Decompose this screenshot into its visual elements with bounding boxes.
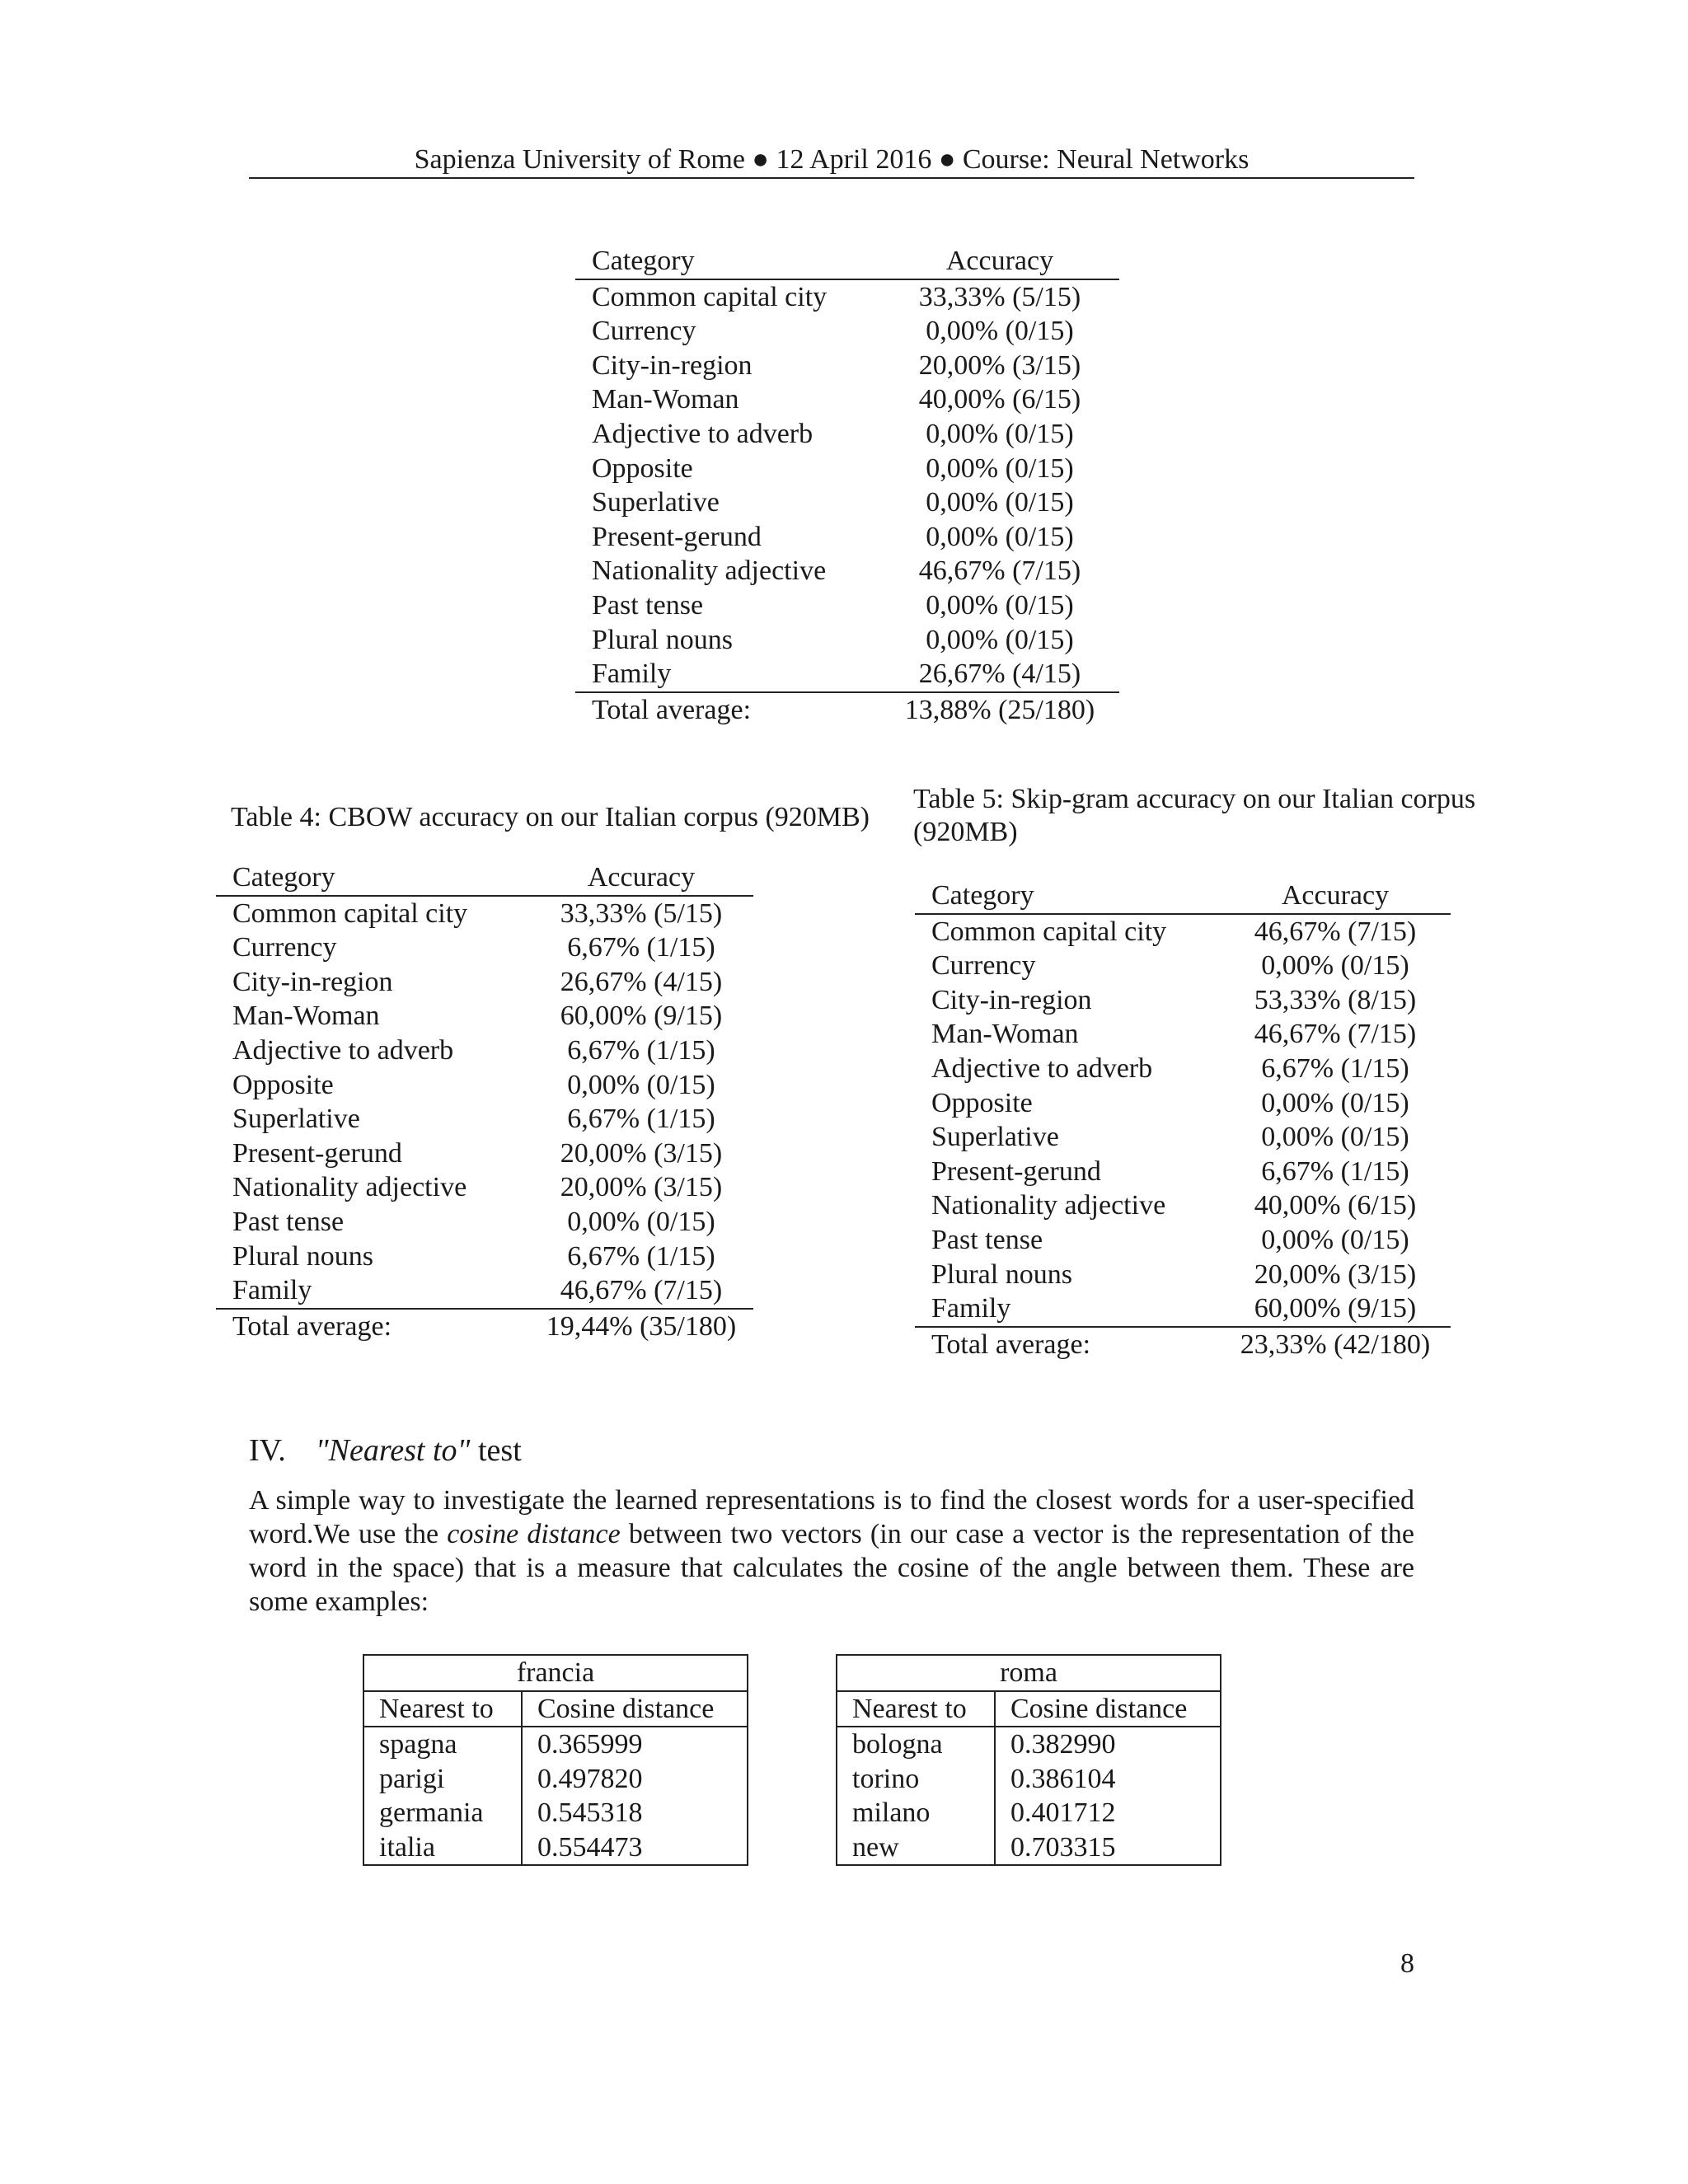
accuracy-cell: 40,00% (6/15): [1254, 1190, 1417, 1221]
table-row: [216, 999, 753, 1033]
accuracy-cell: 46,67% (7/15): [1254, 1019, 1417, 1050]
table-row: [915, 1155, 1451, 1189]
table-row: [575, 417, 1119, 452]
category-cell: Superlative: [931, 1122, 1059, 1153]
table-row: [363, 1796, 748, 1830]
accuracy-cell: 26,67% (4/15): [880, 657, 1119, 692]
table-row: [575, 314, 1119, 349]
total-value: 13,88% (25/180): [904, 694, 1095, 725]
distance-cell: 0.703315: [1010, 1831, 1116, 1863]
accuracy-cell: 6,67% (1/15): [1261, 1052, 1409, 1084]
accuracy-cell: 46,67% (7/15): [1254, 916, 1417, 947]
table-row: [363, 1762, 748, 1797]
accuracy-cell: 6,67% (1/15): [1261, 1155, 1409, 1187]
table-row: [216, 930, 753, 965]
category-cell: Plural nouns: [232, 1240, 373, 1272]
neighbor-word-cell: torino: [837, 1762, 995, 1797]
table-word-header-row: [837, 1655, 1221, 1691]
table-row: [915, 1120, 1451, 1155]
column-header-distance: Cosine distance: [995, 1691, 1221, 1727]
accuracy-cell: 0,00% (0/15): [926, 589, 1074, 621]
accuracy-cell: 60,00% (9/15): [1220, 1291, 1451, 1327]
category-cell: Nationality adjective: [592, 555, 827, 587]
column-header-accuracy: Accuracy: [880, 244, 1119, 279]
accuracy-cell: 0,00% (0/15): [926, 521, 1074, 552]
accuracy-cell: 33,33% (5/15): [918, 281, 1081, 312]
neighbor-word-cell: italia: [363, 1830, 522, 1866]
column-header-nearest: Nearest to: [363, 1691, 522, 1727]
table-row: [915, 1086, 1451, 1121]
query-word-header: francia: [363, 1655, 748, 1691]
accuracy-cell: 46,67% (7/15): [529, 1273, 753, 1309]
table-header-row: [575, 244, 1119, 279]
table-row: [575, 349, 1119, 383]
table-row: [216, 1033, 753, 1068]
table-row: [837, 1830, 1221, 1866]
table-row: [915, 983, 1451, 1018]
accuracy-cell: 20,00% (3/15): [918, 349, 1081, 381]
neighbor-word-cell: parigi: [363, 1762, 522, 1797]
page-number: 8: [1400, 1948, 1414, 1979]
table-row: [915, 914, 1451, 949]
table-row: [575, 588, 1119, 623]
table-header-row: [915, 879, 1451, 914]
total-value: 23,33% (42/180): [1240, 1329, 1431, 1360]
table-row: [216, 1170, 753, 1205]
accuracy-cell: 6,67% (1/15): [567, 1104, 715, 1135]
distance-cell: 0.554473: [537, 1831, 643, 1863]
section-heading: [249, 1431, 522, 1470]
table-row: [216, 1240, 753, 1274]
table-row: [915, 1258, 1451, 1292]
distance-cell: 0.386104: [1010, 1763, 1116, 1794]
accuracy-cell: 0,00% (0/15): [1261, 1224, 1409, 1255]
table-header-row: [363, 1691, 748, 1727]
accuracy-cell: 0,00% (0/15): [926, 316, 1074, 347]
accuracy-cell: 40,00% (6/15): [918, 384, 1081, 415]
column-header-accuracy: Accuracy: [529, 860, 753, 896]
category-cell: Man-Woman: [592, 384, 739, 415]
table-caption-skipgram: Table 5: Skip-gram accuracy on our Italian corpus (920MB): [913, 784, 1476, 847]
nearest-table-francia: [363, 1654, 748, 1866]
accuracy-cell: 20,00% (3/15): [560, 1172, 723, 1203]
section-number: IV.: [249, 1433, 286, 1468]
category-cell: Opposite: [232, 1069, 334, 1100]
table-row: [575, 452, 1119, 486]
table-row: [575, 623, 1119, 658]
table-word-header-row: [363, 1655, 748, 1691]
category-cell: Nationality adjective: [232, 1172, 467, 1203]
category-cell: Superlative: [592, 487, 720, 518]
accuracy-table-top: [575, 244, 1119, 727]
category-cell: City-in-region: [232, 966, 393, 997]
table-header-row: [837, 1691, 1221, 1727]
table-row: [915, 1188, 1451, 1223]
table-total-row: [575, 692, 1119, 728]
neighbor-word-cell: spagna: [363, 1727, 522, 1762]
running-header: Sapienza University of Rome ● 12 April 2016 ● Course: Neural Networks: [414, 144, 1250, 175]
section-title-quoted: "Nearest to": [315, 1433, 471, 1468]
category-cell: Present-gerund: [931, 1155, 1101, 1187]
total-value: 19,44% (35/180): [546, 1310, 737, 1342]
column-header-category: Category: [575, 244, 880, 279]
table-row: [915, 1017, 1451, 1052]
table-row: [915, 949, 1451, 983]
accuracy-cell: 0,00% (0/15): [1261, 1087, 1409, 1118]
category-cell: Common capital city: [232, 898, 468, 929]
accuracy-cell: 20,00% (3/15): [1254, 1258, 1417, 1290]
table-total-row: [216, 1309, 753, 1344]
category-cell: Adjective to adverb: [232, 1034, 454, 1066]
neighbor-word-cell: new: [837, 1830, 995, 1866]
category-cell: Plural nouns: [931, 1258, 1072, 1290]
table-row: [363, 1727, 748, 1762]
accuracy-cell: 26,67% (4/15): [560, 966, 723, 997]
table-row: [216, 965, 753, 1000]
table-row: [837, 1796, 1221, 1830]
category-cell: Past tense: [931, 1224, 1043, 1255]
nearest-table-roma: [836, 1654, 1221, 1866]
paragraph-text-before: A simple way to investigate the learned representations is to find the closest words for a user-specified word.We use the: [249, 1485, 1414, 1549]
category-cell: Man-Woman: [232, 1001, 380, 1032]
category-cell: Superlative: [232, 1104, 360, 1135]
accuracy-cell: 60,00% (9/15): [560, 1001, 723, 1032]
category-cell: Plural nouns: [592, 624, 733, 655]
accuracy-cell: 0,00% (0/15): [926, 452, 1074, 484]
accuracy-cell: 0,00% (0/15): [926, 418, 1074, 449]
accuracy-cell: 0,00% (0/15): [926, 487, 1074, 518]
category-cell: Family: [216, 1273, 529, 1309]
category-cell: Man-Woman: [931, 1019, 1079, 1050]
accuracy-cell: 6,67% (1/15): [567, 1240, 715, 1272]
category-cell: Family: [915, 1291, 1220, 1327]
accuracy-cell: 0,00% (0/15): [926, 624, 1074, 655]
accuracy-cell: 0,00% (0/15): [567, 1206, 715, 1237]
category-cell: Currency: [931, 950, 1036, 982]
paragraph-emphasis: cosine distance: [447, 1519, 621, 1549]
category-cell: Nationality adjective: [931, 1190, 1166, 1221]
column-header-category: Category: [216, 860, 529, 896]
category-cell: Family: [575, 657, 880, 692]
accuracy-cell: 33,33% (5/15): [560, 898, 723, 929]
table-row: [915, 1052, 1451, 1086]
category-cell: Past tense: [232, 1206, 345, 1237]
category-cell: Common capital city: [592, 281, 828, 312]
category-cell: Adjective to adverb: [931, 1052, 1153, 1084]
table-row: [575, 554, 1119, 588]
total-label: Total average:: [931, 1329, 1091, 1360]
column-header-nearest: Nearest to: [837, 1691, 995, 1727]
accuracy-cell: 0,00% (0/15): [1261, 1122, 1409, 1153]
table-row: [575, 520, 1119, 555]
table-row: [216, 1102, 753, 1137]
category-cell: Present-gerund: [592, 521, 762, 552]
neighbor-word-cell: germania: [363, 1796, 522, 1830]
table-row: [915, 1223, 1451, 1258]
neighbor-word-cell: milano: [837, 1796, 995, 1830]
distance-cell: 0.497820: [537, 1763, 643, 1794]
distance-cell: 0.401712: [1010, 1797, 1116, 1828]
accuracy-cell: 20,00% (3/15): [560, 1137, 723, 1169]
table-row: [575, 657, 1119, 692]
table-row: [216, 896, 753, 931]
category-cell: Present-gerund: [232, 1137, 402, 1169]
accuracy-cell: 46,67% (7/15): [918, 555, 1081, 587]
table-row: [216, 1273, 753, 1309]
query-word-header: roma: [837, 1655, 1221, 1691]
category-cell: Opposite: [592, 452, 693, 484]
distance-cell: 0.382990: [1010, 1729, 1116, 1760]
category-cell: Opposite: [931, 1087, 1033, 1118]
table-total-row: [915, 1327, 1451, 1362]
total-label: Total average:: [232, 1310, 392, 1342]
accuracy-cell: 53,33% (8/15): [1254, 984, 1417, 1015]
column-header-category: Category: [915, 879, 1220, 914]
category-cell: Past tense: [592, 589, 704, 621]
accuracy-cell: 6,67% (1/15): [567, 1034, 715, 1066]
table-row: [363, 1830, 748, 1866]
category-cell: City-in-region: [592, 349, 753, 381]
category-cell: Adjective to adverb: [592, 418, 814, 449]
table-caption-cbow: Table 4: CBOW accuracy on our Italian corpus (920MB): [231, 802, 870, 832]
section-paragraph: [249, 1483, 1414, 1619]
category-cell: City-in-region: [931, 984, 1092, 1015]
table-row: [575, 279, 1119, 315]
category-cell: Common capital city: [931, 916, 1167, 947]
distance-cell: 0.545318: [537, 1797, 643, 1828]
column-header-distance: Cosine distance: [522, 1691, 748, 1727]
column-header-accuracy: Accuracy: [1220, 879, 1451, 914]
accuracy-table-skipgram: [915, 879, 1451, 1361]
table-row: [216, 1205, 753, 1240]
table-row: [837, 1762, 1221, 1797]
neighbor-word-cell: bologna: [837, 1727, 995, 1762]
accuracy-table-cbow: [216, 860, 753, 1343]
accuracy-cell: 0,00% (0/15): [1261, 950, 1409, 982]
table-row: [837, 1727, 1221, 1762]
accuracy-cell: 6,67% (1/15): [567, 932, 715, 963]
header-rule: [249, 177, 1414, 179]
total-label: Total average:: [592, 694, 752, 725]
paragraph-text-after: between two vectors (in our case a vector is the representation of the word in the space) that is a measure that calculates the cosine of the angle between them. These are some examples:: [249, 1519, 1414, 1617]
category-cell: Currency: [592, 316, 696, 347]
distance-cell: 0.365999: [537, 1729, 643, 1760]
table-row: [915, 1291, 1451, 1327]
table-row: [216, 1137, 753, 1171]
accuracy-cell: 0,00% (0/15): [567, 1069, 715, 1100]
table-header-row: [216, 860, 753, 896]
section-title-rest: test: [477, 1433, 522, 1468]
table-row: [575, 485, 1119, 520]
category-cell: Currency: [232, 932, 337, 963]
table-row: [575, 382, 1119, 417]
table-row: [216, 1068, 753, 1103]
